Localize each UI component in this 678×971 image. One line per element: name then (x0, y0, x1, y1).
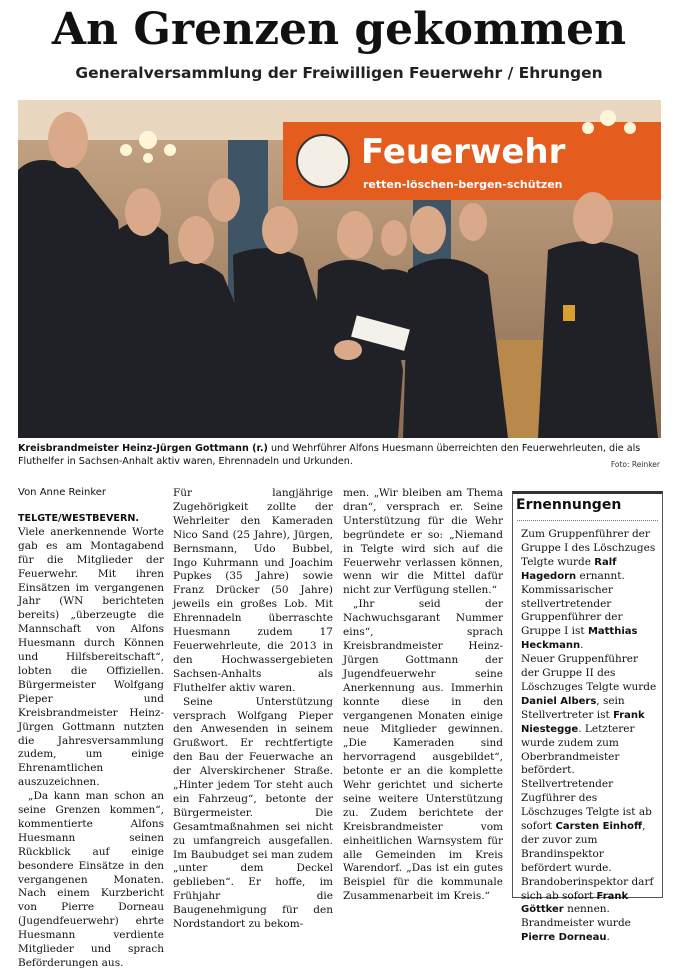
sidebar-item-text: nennen. Brandmeister wurde (521, 903, 631, 930)
subheadline: Generalversammlung der Freiwilligen Feuerwehr / Ehrungen (75, 64, 603, 82)
paragraph: men. „Wir bleiben am Thema dran“, versprach er. Seine Unterstützung für die Wehr begründete er so: „Niemand in Telgte wird sich auf die Feuerwehr verlassen können, wenn wir die Mittel dafür nicht zur Verfügung stellen.“ (343, 487, 503, 597)
caption-text: und Wehrführer Alfons Huesmann überreichten den Feuerwehrleuten, die als Fluthelfer in Sachsen-Anhalt aktiv waren, Ehrennadeln und Urkunden. (18, 443, 641, 467)
sidebar-item (521, 778, 657, 875)
sidebar-item (521, 528, 657, 584)
photo-caption (18, 442, 661, 468)
banner-slogan: retten-löschen-bergen-schützen (363, 178, 563, 191)
sidebar-item-name: Carsten Einhoff (555, 821, 643, 833)
sidebar-item-name: Ralf Hagedorn (521, 556, 617, 582)
sidebar-item-text: Kommissarischer stellvertretender Gruppenführer der Gruppe I ist (521, 583, 623, 638)
sidebar-item (521, 653, 657, 778)
article-column-3 (343, 487, 503, 904)
sidebar-item-text: ernannt. (576, 569, 625, 582)
dateline: TELGTE/WESTBEVERN. (18, 513, 140, 524)
banner (283, 122, 661, 200)
sidebar-title: Ernennungen (516, 497, 622, 513)
sidebar-item (521, 584, 657, 654)
sidebar-item-name: Matthias Heckmann (521, 626, 638, 652)
paragraph (18, 512, 164, 790)
sidebar-item-text: . Letzterer wurde zudem zum Oberbrandmeister befördert. (521, 722, 635, 777)
banner-text: Feuerwehr (361, 132, 566, 172)
sidebar-item-text: . (580, 639, 584, 652)
sidebar-item-text: , der zuvor zum Brandinspektor befördert wurde. (521, 820, 646, 874)
paragraph: „Ihr seid der Nachwuchsgarant Nummer eins“, sprach Kreisbrandmeister Heinz-Jürgen Gottmann der Jugendfeuerwehr seine Anerkennung aus. Immerhin konnte diese in den vergangenen Monaten einige neue Mitglieder gewinnen. „Die Kameraden sind hervorragend ausgebildet“, betonte er an die komplette Wehr gerichtet und sicherte seine weitere Unterstützung zu. Zudem berichtete der Kreisbrandmeister vom einheitlichen Warnsystem für alle Gemeinden im Kreis Warendorf. „Das ist ein gutes Beispiel für die kommunale Zusammenarbeit im Kreis.“ (343, 598, 503, 903)
article-column-2 (173, 487, 333, 932)
paragraph: Für langjährige Zugehörigkeit zollte der Wehrleiter den Kameraden Nico Sand (25 Jahre), Jürgen, Bernsmann, Udo Bubbel, Ingo Kuhrmann und Joachim Pupkes (35 Jahre) sowie Franz Drücker (50 Jahre) jeweils ein großes Lob. Mit Ehrennadeln überraschte Huesmann zudem 17 Feuerwehrleute, die 2013 in den Hochwassergebieten Sachsen-Anhalts als Fluthelfer aktiv waren. (173, 487, 333, 694)
headline: An Grenzen gekommen (51, 4, 627, 55)
sidebar-divider (517, 520, 658, 521)
paragraph: Seine Unterstützung versprach Wolfgang Pieper den Anwesenden in seinem Grußwort. Er rechtfertigte den Bau der Feuerwache an der Alverskirchener Straße. „Hinter jedem Tor steht auch ein Fahrzeug“, betonte der Bürgermeister. Die Gesamtmaßnahmen sei nicht zu umfangreich ausgefallen. Im Baubudget sei man zudem „unter dem Deckel geblieben“. Er hoffe, im Frühjahr die Baugenehmigung für den Nordstandort zu bekom- (173, 695, 333, 931)
sidebar-item-text: Neuer Gruppenführer der Gruppe II des Löschzuges Telgte wurde (521, 653, 657, 693)
article-column-1 (18, 512, 164, 971)
sidebar-item (521, 876, 657, 946)
sidebar-list (521, 528, 657, 945)
paragraph: „Da kann man schon an seine Grenzen kommen“, kommentierte Alfons Huesmann seinen Rückblick auf einige besondere Einsätze in den vergangenen Monaten. Nach einem Kurzbericht von Pierre Dorneau (Jugendfeuerwehr) ehrte Huesmann verdiente Mitglieder und sprach Beförderungen aus. (18, 790, 164, 969)
sidebar-item-name: Pierre Dorneau (521, 932, 607, 944)
sidebar-item-name: Frank Göttker (521, 890, 629, 916)
sidebar-item-text: Stellvertretender Zugführer des Löschzuges Telgte ist ab sofort (521, 778, 652, 833)
sidebar-item-name: Frank Niestegge (521, 709, 645, 735)
caption-bold: Kreisbrandmeister Heinz-Jürgen Gottmann (r.) (18, 443, 268, 454)
sidebar-item-text: Brandoberinspektor darf sich ab sofort (521, 875, 654, 902)
sidebar-item-text: , sein Stellvertreter ist (521, 694, 625, 721)
sidebar-item-name: Daniel Albers (521, 695, 597, 707)
paragraph-text: Viele anerkennende Worte gab es am Montagabend für die Mitglieder der Feuerwehr. Mit ihren Einsätzen im vergangenen Jahr (WN berichteten bereits) „überzeugte die Mannschaft von Alfons Huesmann durch Können und Hilfsbereitschaft“, lobten die Offiziellen. Bürgermeister Wolfgang Pieper und Kreisbrandmeister Heinz-Jürgen Gottmann nutzten die Jahresversammlung zudem, um einige Ehrenamtlichen auszuzeichnen. (18, 525, 164, 789)
sidebar-item-text: . (606, 931, 610, 944)
photo-credit: Foto: Reinker (610, 460, 660, 469)
article-photo (18, 100, 661, 438)
sidebar-box (512, 491, 663, 944)
author-byline: Von Anne Reinker (18, 487, 107, 498)
sidebar-item-text: Zum Gruppenführer der Gruppe I des Löschzuges Telgte wurde (521, 528, 656, 568)
